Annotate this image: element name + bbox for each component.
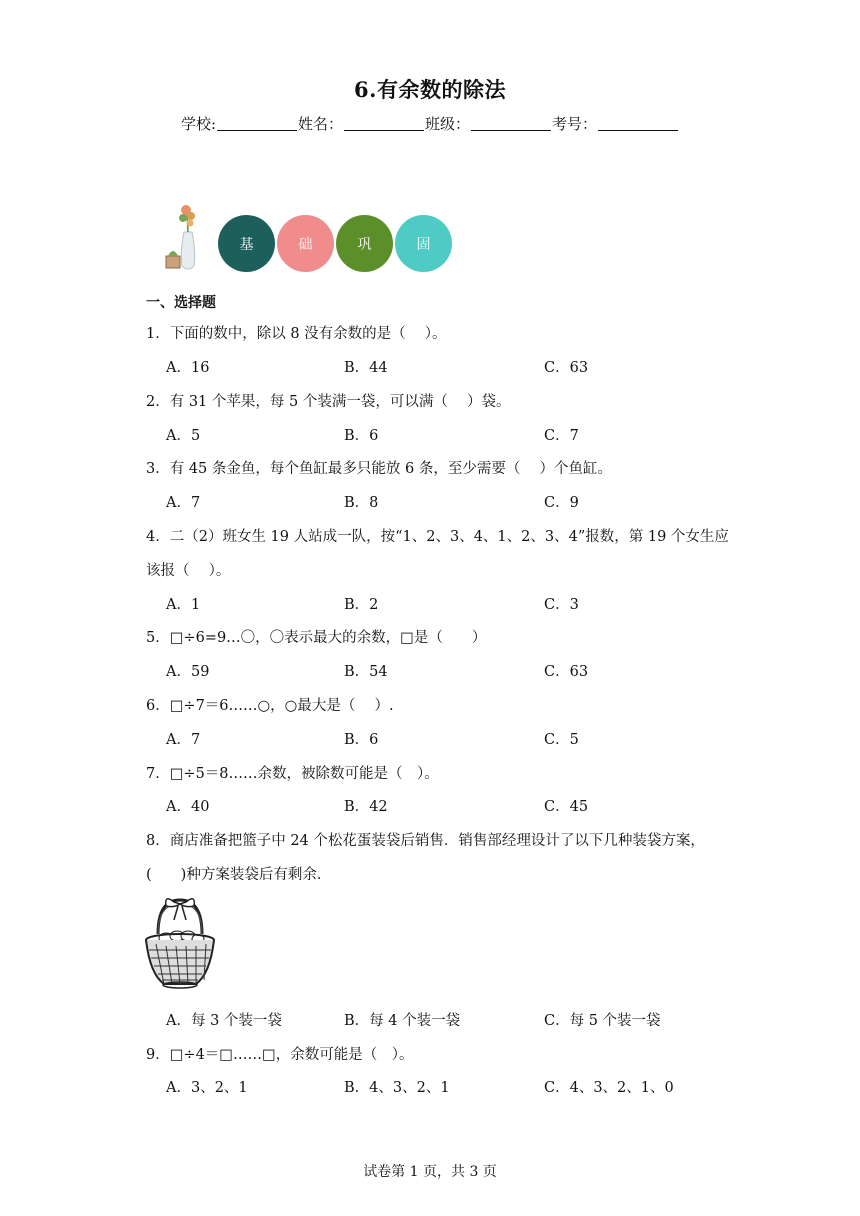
option-1a: A．16 <box>166 360 210 376</box>
question-7: 7．□÷5＝8……余数，被除数可能是（ ）。 <box>146 766 439 782</box>
exam-no-label: 考号： <box>552 115 598 133</box>
section-banner <box>162 202 462 278</box>
page-footer: 试卷第 1 页，共 3 页 <box>363 1164 497 1180</box>
class-blank <box>471 116 551 131</box>
option-1c: C．63 <box>544 360 589 376</box>
banner-circle-3: 巩 <box>336 215 393 272</box>
option-3a: A．7 <box>166 495 201 511</box>
option-4a: A．1 <box>166 597 201 613</box>
question-4: 4．二（2）班女生 19 人站成一队，按“1、2、3、4、1、2、3、4”报数，第 19 个女生应 <box>146 529 729 545</box>
question-8-cont: ( )种方案装袋后有剩余． <box>146 867 332 883</box>
school-label: 学校: <box>180 115 216 133</box>
option-3b: B．8 <box>344 495 379 511</box>
option-3c: C．9 <box>544 495 579 511</box>
option-7a: A．40 <box>166 799 210 815</box>
page-title: 6.有余数的除法 <box>354 77 506 102</box>
banner-circle-4: 固 <box>395 215 452 272</box>
question-6: 6．□÷7＝6……○，○最大是（ ）. <box>146 698 394 714</box>
option-7c: C．45 <box>544 799 589 815</box>
option-2c: C．7 <box>544 428 579 444</box>
option-9a: A．3、2、1 <box>166 1080 248 1096</box>
student-info <box>0 113 860 134</box>
banner-circle-2: 础 <box>277 215 334 272</box>
question-4-cont: 该报（ ）。 <box>146 563 231 579</box>
school-blank <box>217 116 297 131</box>
question-8: 8．商店准备把篮子中 24 个松花蛋装袋后销售．销售部经理设计了以下几种装袋方案， <box>146 833 705 849</box>
option-7b: B．42 <box>344 799 388 815</box>
option-6a: A．7 <box>166 732 201 748</box>
option-4c: C．3 <box>544 597 579 613</box>
option-9b: B．4、3、2、1 <box>344 1080 450 1096</box>
plant-vase-icon <box>162 202 212 274</box>
question-3: 3．有 45 条金鱼，每个鱼缸最多只能放 6 条，至少需要（ ）个鱼缸。 <box>146 461 612 477</box>
question-5: 5．□÷6=9…〇，〇表示最大的余数，□是（ ） <box>146 630 487 646</box>
class-label: 班级： <box>425 115 471 133</box>
section-heading: 一、选择题 <box>146 295 216 311</box>
option-8c: C．每 5 个装一袋 <box>544 1013 661 1029</box>
option-6c: C．5 <box>544 732 579 748</box>
option-5c: C．63 <box>544 664 589 680</box>
name-blank <box>344 116 424 131</box>
banner-circle-1: 基 <box>218 215 275 272</box>
option-5a: A．59 <box>166 664 210 680</box>
option-8b: B．每 4 个装一袋 <box>344 1013 461 1029</box>
question-9: 9．□÷4＝□……□，余数可能是（ ）。 <box>146 1047 414 1063</box>
option-1b: B．44 <box>344 360 388 376</box>
question-2: 2．有 31 个苹果，每 5 个装满一袋，可以满（ ）袋。 <box>146 394 511 410</box>
option-8a: A．每 3 个装一袋 <box>166 1013 282 1029</box>
egg-basket-icon <box>144 894 216 990</box>
option-2b: B．6 <box>344 428 379 444</box>
option-2a: A．5 <box>166 428 201 444</box>
option-5b: B．54 <box>344 664 388 680</box>
exam-no-blank <box>598 116 678 131</box>
option-6b: B．6 <box>344 732 379 748</box>
option-4b: B．2 <box>344 597 379 613</box>
name-label: 姓名： <box>298 115 344 133</box>
option-9c: C．4、3、2、1、0 <box>544 1080 674 1096</box>
question-1: 1．下面的数中，除以 8 没有余数的是（ ）。 <box>146 326 447 342</box>
